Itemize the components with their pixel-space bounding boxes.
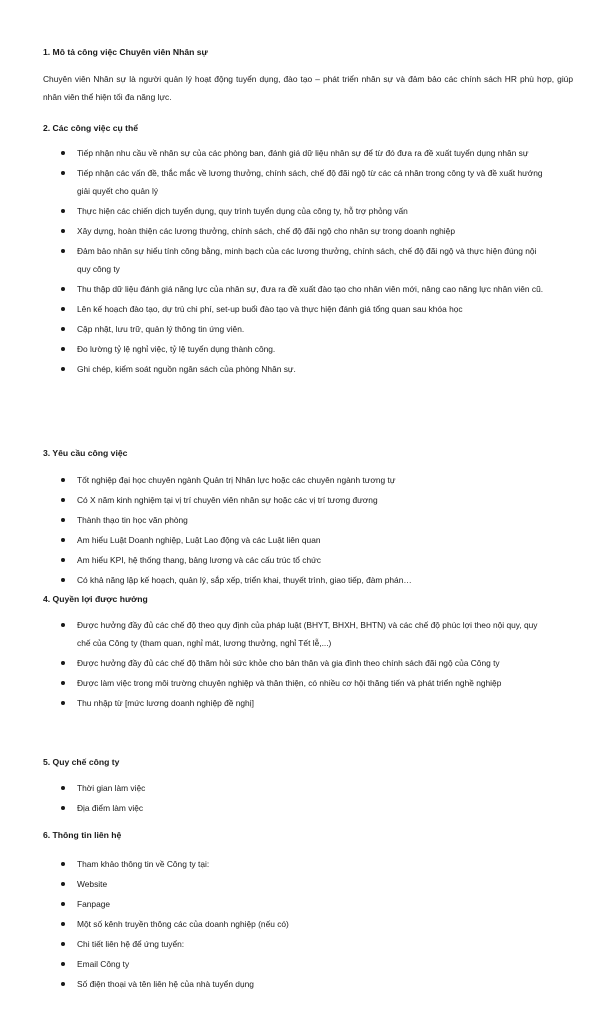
- list-item: Website: [0, 875, 547, 893]
- heading-specific-tasks: 2. Các công việc cụ thể: [43, 123, 139, 133]
- job-requirements-list: [0, 471, 614, 591]
- list-item: Cập nhật, lưu trữ, quản lý thông tin ứng viên.: [0, 320, 547, 338]
- list-item: Được hưởng đầy đủ các chế độ theo quy định của pháp luật (BHYT, BHXH, BHTN) và các chế độ phúc lợi theo nội quy, quy chế của Công ty (tham quan, nghỉ mát, lương thưởng, nghỉ Tết lễ,...): [0, 616, 547, 652]
- list-item: Tốt nghiệp đại học chuyên ngành Quản trị Nhân lực hoặc các chuyên ngành tương tự: [0, 471, 547, 489]
- list-item: Thu nhập từ [mức lương doanh nghiệp đề nghị]: [0, 694, 547, 712]
- list-item: Tiếp nhận các vấn đề, thắc mắc về lương thưởng, chính sách, chế độ đãi ngộ từ các cá nhân trong công ty và đề xuất hướng giải quyết cho quản lý: [0, 164, 547, 200]
- heading-company-rules: 5. Quy chế công ty: [43, 757, 120, 767]
- list-item: Chi tiết liên hệ để ứng tuyển:: [0, 935, 547, 953]
- list-item: Được làm việc trong môi trường chuyên nghiệp và thân thiện, có nhiều cơ hội thăng tiến và phát triển nghề nghiệp: [0, 674, 547, 692]
- job-description-paragraph: Chuyên viên Nhân sự là người quản lý hoạt động tuyển dụng, đào tạo – phát triển nhân sự và đảm bảo các chính sách HR phù hợp, giúp nhân viên thể hiện tối đa năng lực.: [43, 74, 573, 102]
- list-item: Được hưởng đầy đủ các chế độ thăm hỏi sức khỏe cho bản thân và gia đình theo chính sách đãi ngộ của Công ty: [0, 654, 547, 672]
- heading-job-requirements: 3. Yêu cầu công việc: [43, 448, 128, 458]
- list-item: Số điện thoại và tên liên hệ của nhà tuyển dụng: [0, 975, 547, 993]
- list-item: Email Công ty: [0, 955, 547, 973]
- contact-info-list: [0, 855, 614, 995]
- heading-contact-info: 6. Thông tin liên hệ: [43, 830, 122, 840]
- specific-tasks-list: [0, 144, 614, 380]
- list-item: Đảm bảo nhân sự hiểu tính công bằng, minh bạch của các lương thưởng, chính sách, chế độ đãi ngộ và thực hiện đúng nội quy công ty: [0, 242, 547, 278]
- list-item: Am hiểu KPI, hệ thống thang, bảng lương và các cấu trúc tổ chức: [0, 551, 547, 569]
- benefits-list: [0, 616, 614, 714]
- list-item: Một số kênh truyền thông các của doanh nghiệp (nếu có): [0, 915, 547, 933]
- list-item: Am hiểu Luật Doanh nghiệp, Luật Lao động và các Luật liên quan: [0, 531, 547, 549]
- list-item: Thực hiện các chiến dịch tuyển dụng, quy trình tuyển dụng của công ty, hỗ trợ phỏng vấn: [0, 202, 547, 220]
- list-item: Fanpage: [0, 895, 547, 913]
- list-item: Có X năm kinh nghiệm tại vị trí chuyên viên nhân sự hoặc các vị trí tương đương: [0, 491, 547, 509]
- heading-job-description: 1. Mô tả công việc Chuyên viên Nhân sự: [43, 47, 208, 57]
- company-rules-list: [0, 779, 614, 819]
- list-item: Lên kế hoạch đào tạo, dự trù chi phí, set-up buổi đào tạo và thực hiện đánh giá tổng quan sau khóa học: [0, 300, 547, 318]
- list-item: Xây dựng, hoàn thiện các lương thưởng, chính sách, chế độ đãi ngộ cho nhân sự trong doanh nghiệp: [0, 222, 547, 240]
- list-item: Thời gian làm việc: [0, 779, 547, 797]
- list-item: Có khả năng lập kế hoạch, quản lý, sắp xếp, triển khai, thuyết trình, giao tiếp, đàm phán…: [0, 571, 547, 589]
- list-item: Địa điểm làm việc: [0, 799, 547, 817]
- heading-benefits: 4. Quyền lợi được hưởng: [43, 594, 148, 604]
- list-item: Tham khảo thông tin về Công ty tại:: [0, 855, 547, 873]
- list-item: Thành thạo tin học văn phòng: [0, 511, 547, 529]
- list-item: Thu thập dữ liệu đánh giá năng lực của nhân sự, đưa ra đề xuất đào tạo cho nhân viên mới, nâng cao năng lực nhân viên cũ.: [0, 280, 547, 298]
- list-item: Ghi chép, kiểm soát nguồn ngân sách của phòng Nhân sự.: [0, 360, 547, 378]
- list-item: Tiếp nhận nhu cầu về nhân sự của các phòng ban, đánh giá dữ liệu nhân sự để từ đó đưa ra đề xuất tuyển dụng nhân sự: [0, 144, 547, 162]
- list-item: Đo lường tỷ lệ nghỉ việc, tỷ lệ tuyển dụng thành công.: [0, 340, 547, 358]
